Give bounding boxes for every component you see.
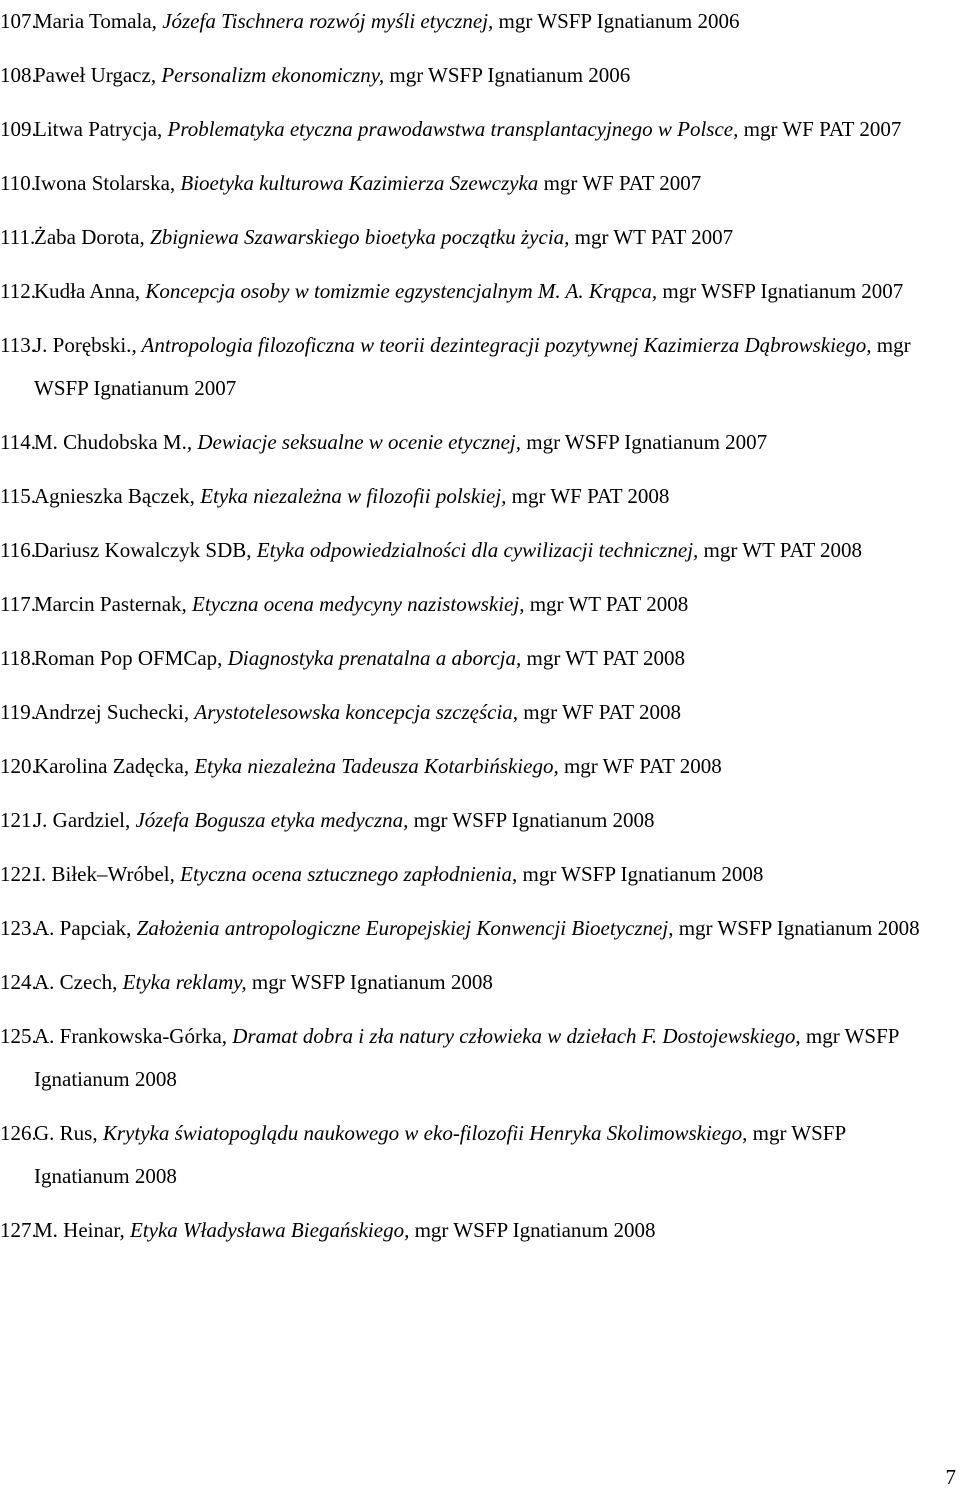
entry-title: , Antropologia filozoficzna w teorii dezintegracji pozytywnej Kazimierza Dąbrowskiego, — [131, 333, 872, 357]
entry-details: mgr WT PAT 2008 — [521, 646, 686, 670]
entry-details: mgr WSFP Ignatianum 2006 — [384, 63, 631, 87]
list-item — [0, 583, 960, 626]
entry-author: Maria Tomala, — [34, 9, 163, 33]
entry-number: 127. — [0, 1218, 37, 1242]
list-item — [0, 691, 960, 734]
entry-number: 121. — [0, 808, 37, 832]
list-item — [0, 529, 960, 572]
entry-author: M. Heinar, — [34, 1218, 130, 1242]
entry-title: Koncepcja osoby w tomizmie egzystencjalnym M. A. Krąpca, — [145, 279, 658, 303]
list-item — [0, 162, 960, 205]
list-item — [0, 54, 960, 97]
entry-number: 107. — [0, 9, 37, 33]
entry-details: mgr WSFP Ignatianum 2007 — [520, 430, 768, 454]
entry-author: Iwona Stolarska, — [34, 171, 181, 195]
entry-title: Etyka odpowiedzialności dla cywilizacji technicznej, — [256, 538, 699, 562]
entry-title: Założenia antropologiczne Europejskiej Konwencji Bioetycznej — [136, 916, 669, 940]
list-item — [0, 475, 960, 518]
list-item — [0, 108, 960, 151]
list-item — [0, 961, 960, 1004]
entry-title: Etyka Władysława Biegańskiego, — [129, 1218, 410, 1242]
entry-details: mgr WF PAT 2008 — [506, 484, 670, 508]
entry-title: Arystotelesowska koncepcja szczęścia, — [194, 700, 519, 724]
page-number: 7 — [945, 1465, 956, 1489]
entry-author: J. Gardziel, — [34, 808, 136, 832]
entry-author: Marcin Pasternak, — [34, 592, 193, 616]
entry-title: , Dewiacje seksualne w ocenie etycznej, — [186, 430, 521, 454]
entry-title: Józefa Tischnera rozwój myśli etycznej, — [162, 9, 494, 33]
entry-number: 119. — [0, 700, 36, 724]
entry-number: 112. — [0, 279, 36, 303]
entry-number: 109. — [0, 117, 37, 141]
list-item — [0, 1015, 960, 1101]
entry-author: Litwa Patrycja, — [34, 117, 168, 141]
entry-title: Etyka reklamy, — [122, 970, 247, 994]
entry-author: I. Biłek–Wróbel, — [34, 862, 181, 886]
entry-details: mgr WSFP Ignatianum 2008 — [34, 1121, 846, 1188]
entry-author: A. Frankowska-Górka, — [34, 1024, 233, 1048]
entry-author: J. Porębski. — [34, 333, 132, 357]
entry-details: mgr WF PAT 2008 — [558, 754, 722, 778]
entry-number: 111. — [0, 225, 36, 249]
entry-number: 122. — [0, 862, 37, 886]
entry-number: 116. — [0, 538, 36, 562]
list-item — [0, 0, 960, 43]
entry-title: Etyka niezależna Tadeusza Kotarbińskiego, — [194, 754, 559, 778]
entry-author: A. Papciak, — [34, 916, 137, 940]
list-item — [0, 799, 960, 842]
entry-number: 120. — [0, 754, 37, 778]
list-item — [0, 324, 960, 410]
list-item — [0, 1209, 960, 1252]
entry-author: Kudła Anna, — [34, 279, 146, 303]
entry-details: mgr WSFP Ignatianum 2008 — [246, 970, 493, 994]
entry-number: 108. — [0, 63, 37, 87]
entry-details: mgr WT PAT 2008 — [524, 592, 689, 616]
list-item — [0, 421, 960, 464]
entry-title: Etyczna ocena sztucznego zapłodnienia, — [180, 862, 518, 886]
list-item — [0, 637, 960, 680]
entry-details: mgr WF PAT 2007 — [738, 117, 902, 141]
entry-author: Paweł Urgacz, — [34, 63, 162, 87]
entry-details: mgr WSFP Ignatianum 2008 — [408, 808, 655, 832]
entry-details: mgr WF PAT 2008 — [518, 700, 682, 724]
entry-number: 117. — [0, 592, 36, 616]
entry-number: 113. — [0, 333, 36, 357]
entry-author: Roman Pop OFMCap, — [34, 646, 228, 670]
entry-author: Andrzej Suchecki, — [34, 700, 195, 724]
list-item — [0, 745, 960, 788]
entry-number: 118. — [0, 646, 36, 670]
entry-title: Bioetyka kulturowa Kazimierza Szewczyka — [180, 171, 539, 195]
entry-number: 115. — [0, 484, 36, 508]
entry-title: Personalizm ekonomiczny, — [161, 63, 385, 87]
entry-author: Agnieszka Bączek, — [34, 484, 201, 508]
entry-title: Problematyka etyczna prawodawstwa transplantacyjnego w Polsce, — [167, 117, 739, 141]
entry-details: mgr WSFP Ignatianum 2008 — [409, 1218, 656, 1242]
entry-number: 125. — [0, 1024, 37, 1048]
list-item — [0, 907, 960, 950]
entry-title: Diagnostyka prenatalna a aborcja, — [227, 646, 522, 670]
entry-title: Józefa Bogusza etyka medyczna, — [135, 808, 409, 832]
entry-details: mgr WF PAT 2007 — [538, 171, 702, 195]
entry-author: A. Czech, — [34, 970, 123, 994]
entry-details: mgr WSFP Ignatianum 2007 — [34, 333, 911, 400]
entry-number: 126. — [0, 1121, 37, 1145]
entry-details: , mgr WSFP Ignatianum 2008 — [668, 916, 920, 940]
entry-author: Żaba Dorota, — [34, 225, 151, 249]
entry-number: 114. — [0, 430, 36, 454]
entry-author: Dariusz Kowalczyk SDB, — [34, 538, 257, 562]
list-item — [0, 1112, 960, 1198]
entry-title: Dramat dobra i zła natury człowieka w dziełach F. Dostojewskiego, — [232, 1024, 801, 1048]
list-item — [0, 853, 960, 896]
entry-title: Etyczna ocena medycyny nazistowskiej, — [192, 592, 525, 616]
entry-details: mgr WT PAT 2007 — [569, 225, 734, 249]
entry-details: mgr WSFP Ignatianum 2008 — [517, 862, 764, 886]
entry-details: mgr WSFP Ignatianum 2008 — [34, 1024, 899, 1091]
entry-details: mgr WSFP Ignatianum 2007 — [657, 279, 904, 303]
entry-title: Etyka niezależna w filozofii polskiej, — [200, 484, 507, 508]
entry-author: M. Chudobska M. — [34, 430, 187, 454]
entry-number: 123. — [0, 916, 37, 940]
list-item — [0, 270, 960, 313]
entry-title: Zbigniewa Szawarskiego bioetyka początku życia, — [150, 225, 570, 249]
entry-author: G. Rus, — [34, 1121, 103, 1145]
entry-title: Krytyka światopoglądu naukowego w eko-filozofii Henryka Skolimowskiego, — [102, 1121, 748, 1145]
entry-details: mgr WT PAT 2008 — [698, 538, 863, 562]
entry-number: 124. — [0, 970, 37, 994]
entry-details: mgr WSFP Ignatianum 2006 — [493, 9, 740, 33]
list-item — [0, 216, 960, 259]
entry-number: 110. — [0, 171, 36, 195]
entry-author: Karolina Zadęcka, — [34, 754, 195, 778]
